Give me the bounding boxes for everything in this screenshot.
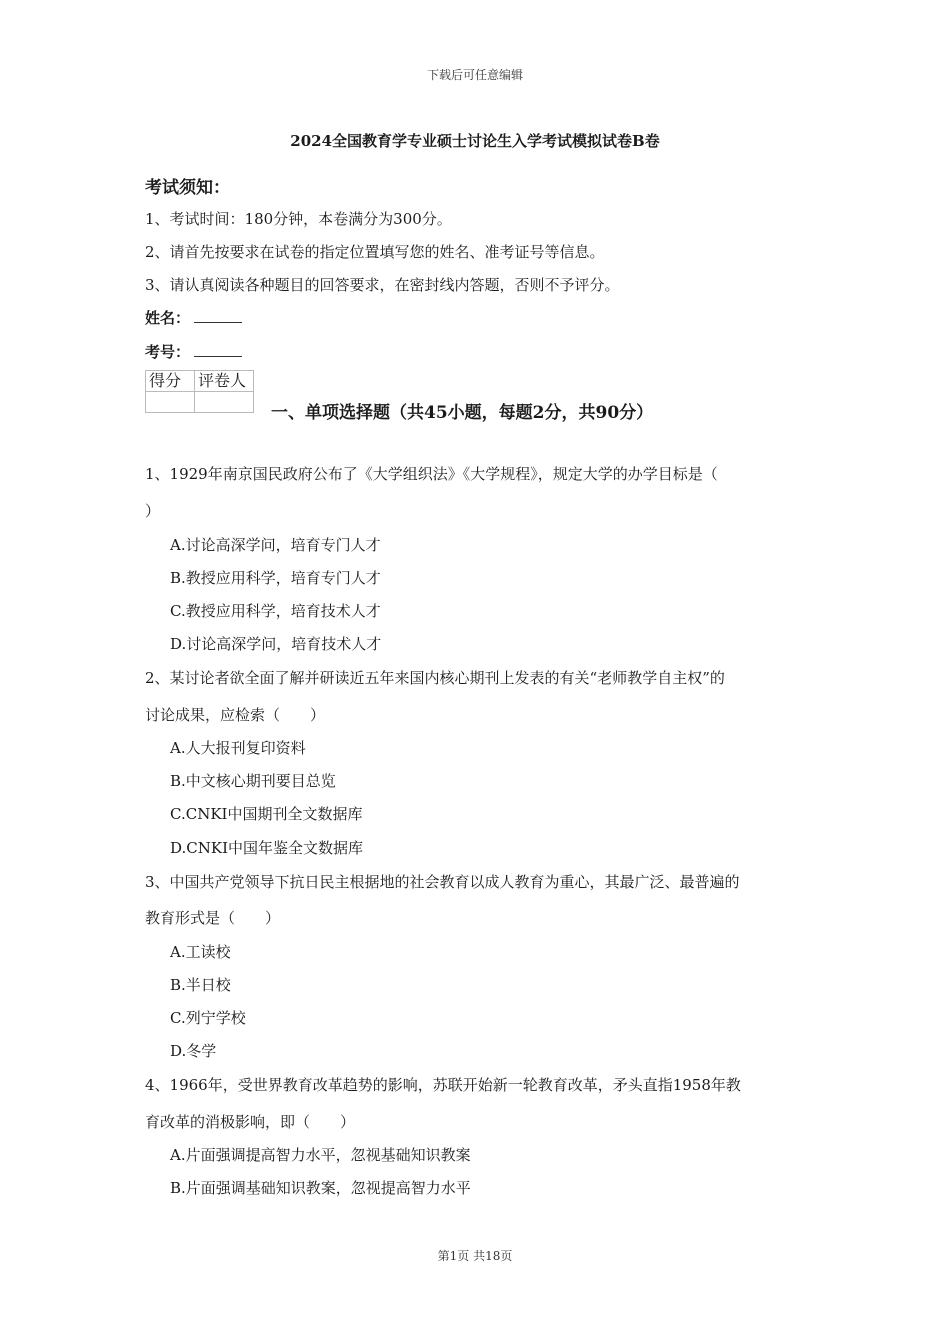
grader-cell[interactable] (195, 392, 254, 413)
option: B.片面强调基础知识教案，忽视提高智力水平 (170, 1179, 471, 1197)
exam-id-label: 考号： (145, 343, 191, 361)
question-text: 1、1929年南京国民政府公布了《大学组织法》《大学规程》，规定大学的办学目标是（ (145, 465, 718, 483)
option: A.人大报刊复印资料 (170, 739, 306, 757)
option: A.工读校 (170, 943, 231, 961)
question-text: 4、1966年，受世界教育改革趋势的影响，苏联开始新一轮教育改革，矛头直指1958年教 (145, 1076, 741, 1094)
option: A.讨论高深学问，培育专门人才 (170, 536, 381, 554)
question-text: 育改革的消极影响，即（ ） (145, 1113, 356, 1131)
notice-item: 2、请首先按要求在试卷的指定位置填写您的姓名、准考证号等信息。 (145, 243, 605, 261)
name-blank[interactable] (194, 310, 242, 323)
option: B.教授应用科学，培育专门人才 (170, 569, 381, 587)
option: D.讨论高深学问，培育技术人才 (170, 635, 382, 653)
exam-id-field[interactable] (145, 341, 242, 362)
option: B.半日校 (170, 976, 231, 994)
name-field[interactable] (145, 307, 242, 328)
question-text: 讨论成果，应检索（ ） (145, 706, 326, 724)
score-cell[interactable] (146, 392, 195, 413)
option: D.CNKI中国年鉴全文数据库 (170, 839, 363, 857)
score-table (145, 370, 254, 413)
document-title: 2024全国教育学专业硕士讨论生入学考试模拟试卷B卷 (290, 132, 660, 150)
option: C.CNKI中国期刊全文数据库 (170, 805, 363, 823)
question-text: 教育形式是（ ） (145, 909, 281, 927)
section-heading: 一、单项选择题（共45小题，每题2分，共90分） (271, 403, 654, 423)
score-header: 得分 (146, 371, 195, 392)
option: B.中文核心期刊要目总览 (170, 772, 336, 790)
option: A.片面强调提高智力水平，忽视基础知识教案 (170, 1146, 471, 1164)
name-label: 姓名： (145, 309, 191, 327)
page-footer: 第1页 共18页 (437, 1249, 513, 1263)
notice-item: 3、请认真阅读各种题目的回答要求，在密封线内答题，否则不予评分。 (145, 276, 620, 294)
notice-heading: 考试须知： (145, 178, 230, 198)
notice-item: 1、考试时间：180分钟，本卷满分为300分。 (145, 210, 452, 228)
question-text: 2、某讨论者欲全面了解并研读近五年来国内核心期刊上发表的有关“老师教学自主权”的 (145, 669, 725, 687)
option: C.列宁学校 (170, 1009, 246, 1027)
question-text: ） (145, 502, 161, 520)
option: C.教授应用科学，培育技术人才 (170, 602, 381, 620)
option: D.冬学 (170, 1042, 217, 1060)
question-text: 3、中国共产党领导下抗日民主根据地的社会教育以成人教育为重心，其最广泛、最普遍的 (145, 873, 740, 891)
header-note: 下载后可任意编辑 (426, 68, 523, 82)
exam-id-blank[interactable] (194, 344, 242, 357)
grader-header: 评卷人 (195, 371, 254, 392)
